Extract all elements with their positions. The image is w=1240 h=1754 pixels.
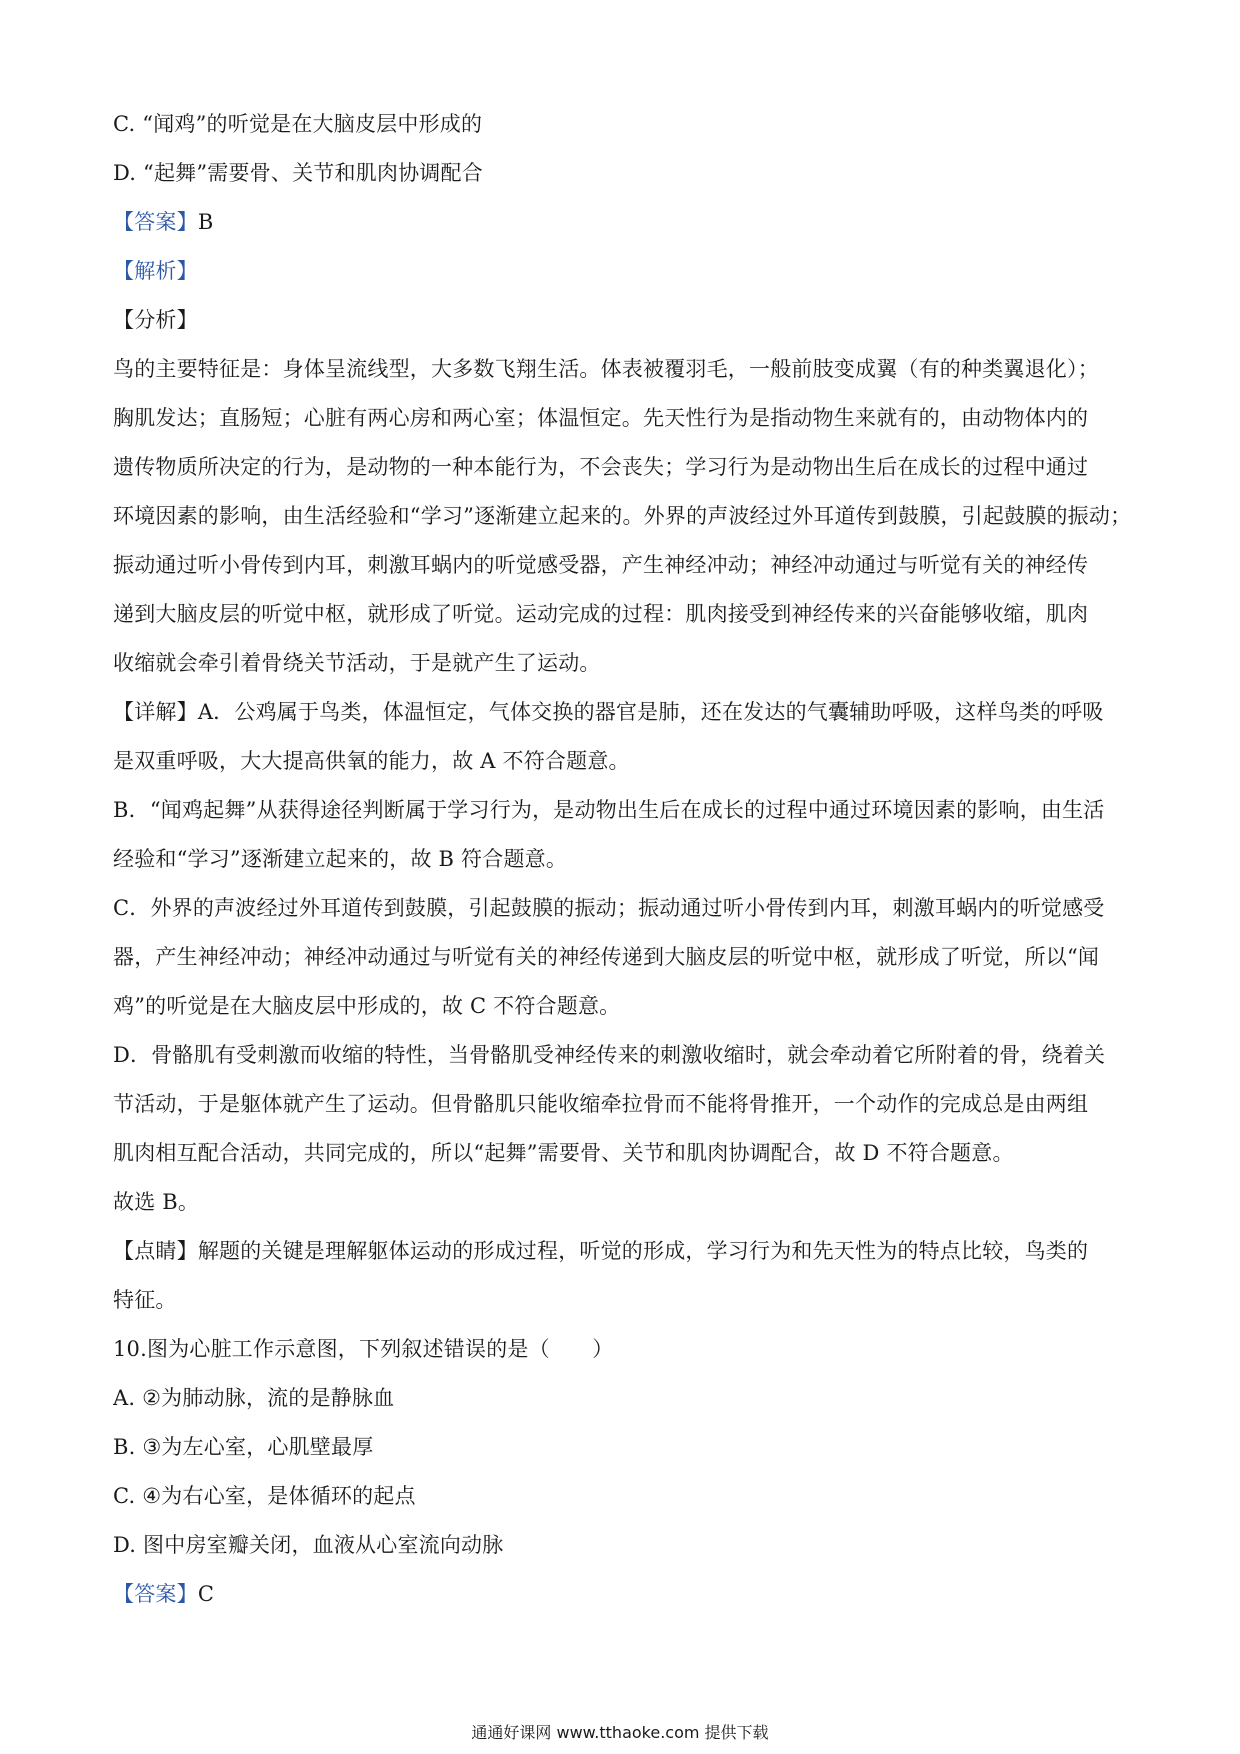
xiangjie-first-line [113,688,1133,737]
fenxi-line: 胸肌发达；直肠短；心脏有两心房和两心室；体温恒定。先天性行为是指动物生来就有的，由动物体内的 [113,406,1089,430]
xiangjie-line: 鸡”的听觉是在大脑皮层中形成的，故 C 不符合题意。 [113,994,621,1018]
q10-option-d: D. 图中房室瓣关闭，血液从心室流向动脉 [113,1533,504,1557]
xiangjie-text: A．公鸡属于鸟类，体温恒定，气体交换的器官是肺，还在发达的气囊辅助呼吸，这样鸟类的呼吸 [197,700,1104,724]
fenxi-tag: 【分析】 [113,308,198,332]
dianjing-text: 解题的关键是理解躯体运动的形成过程，听觉的形成，学习行为和先天性为的特点比较，鸟类的 [197,1239,1089,1263]
fenxi-line: 鸟的主要特征是：身体呈流线型，大多数飞翔生活。体表被覆羽毛，一般前肢变成翼（有的种类翼退化）； [113,357,1099,381]
xiangjie-line: 肌肉相互配合活动，共同完成的，所以“起舞”需要骨、关节和肌肉协调配合，故 D 不符合题意。 [113,1141,1014,1165]
xiangjie-line: B．“闻鸡起舞”从获得途径判断属于学习行为，是动物出生后在成长的过程中通过环境因素的影响，由生活 [113,798,1105,822]
page-footer: 通通好课网 www.tthaoke.com 提供下载 [471,1723,769,1742]
xiangjie-tag: 【详解】 [113,700,198,724]
dianjing-line: 特征。 [113,1288,177,1312]
dianjing-first-line [113,1227,1133,1276]
xiangjie-line: 节活动，于是躯体就产生了运动。但骨骼肌只能收缩牵拉骨而不能将骨推开，一个动作的完成总是由两组 [113,1092,1089,1116]
q10-stem: 10.图为心脏工作示意图，下列叙述错误的是（ ） [113,1337,614,1361]
dianjing-tag: 【点睛】 [113,1239,198,1263]
analysis-tag: 【解析】 [113,259,198,283]
xiangjie-line: 是双重呼吸，大大提高供氧的能力，故 A 不符合题意。 [113,749,630,773]
answer-value: B [197,210,214,234]
q10-answer [113,1570,1133,1619]
xiangjie-line: 器，产生神经冲动；神经冲动通过与听觉有关的神经传递到大脑皮层的听觉中枢，就形成了听觉，所以“闻 [113,945,1100,969]
fenxi-line: 遗传物质所决定的行为，是动物的一种本能行为，不会丧失；学习行为是动物出生后在成长的过程中通过 [113,455,1089,479]
fenxi-line: 振动通过听小骨传到内耳，刺激耳蜗内的听觉感受器，产生神经冲动；神经冲动通过与听觉有关的神经传 [113,553,1089,577]
answer-value: C [197,1582,215,1606]
fenxi-line: 递到大脑皮层的听觉中枢，就形成了听觉。运动完成的过程：肌肉接受到神经传来的兴奋能够收缩，肌肉 [113,602,1089,626]
xiangjie-line: 故选 B。 [113,1190,200,1214]
fenxi-line: 环境因素的影响，由生活经验和“学习”逐渐建立起来的。外界的声波经过外耳道传到鼓膜，引起鼓膜的振动； [113,504,1132,528]
q9-analysis-heading [113,247,1133,296]
q9-option-d: D. “起舞”需要骨、关节和肌肉协调配合 [113,161,483,185]
answer-tag: 【答案】 [113,1582,198,1606]
q9-fenxi-heading [113,296,1133,345]
q10-option-b: B. ③为左心室，心肌壁最厚 [113,1435,374,1459]
xiangjie-line: D．骨骼肌有受刺激而收缩的特性，当骨骼肌受神经传来的刺激收缩时，就会牵动着它所附着的骨，绕着关 [113,1043,1106,1067]
fenxi-line: 收缩就会牵引着骨绕关节活动，于是就产生了运动。 [113,651,601,675]
document-page [113,100,1133,1619]
xiangjie-line: 经验和“学习”逐渐建立起来的，故 B 符合题意。 [113,847,568,871]
answer-tag: 【答案】 [113,210,198,234]
q10-option-a: A. ②为肺动脉，流的是静脉血 [113,1386,395,1410]
xiangjie-line: C．外界的声波经过外耳道传到鼓膜，引起鼓膜的振动；振动通过听小骨传到内耳，刺激耳蜗内的听觉感受 [113,896,1105,920]
q9-option-c: C. “闻鸡”的听觉是在大脑皮层中形成的 [113,112,483,136]
q10-option-c: C. ④为右心室，是体循环的起点 [113,1484,416,1508]
q9-answer [113,198,1133,247]
